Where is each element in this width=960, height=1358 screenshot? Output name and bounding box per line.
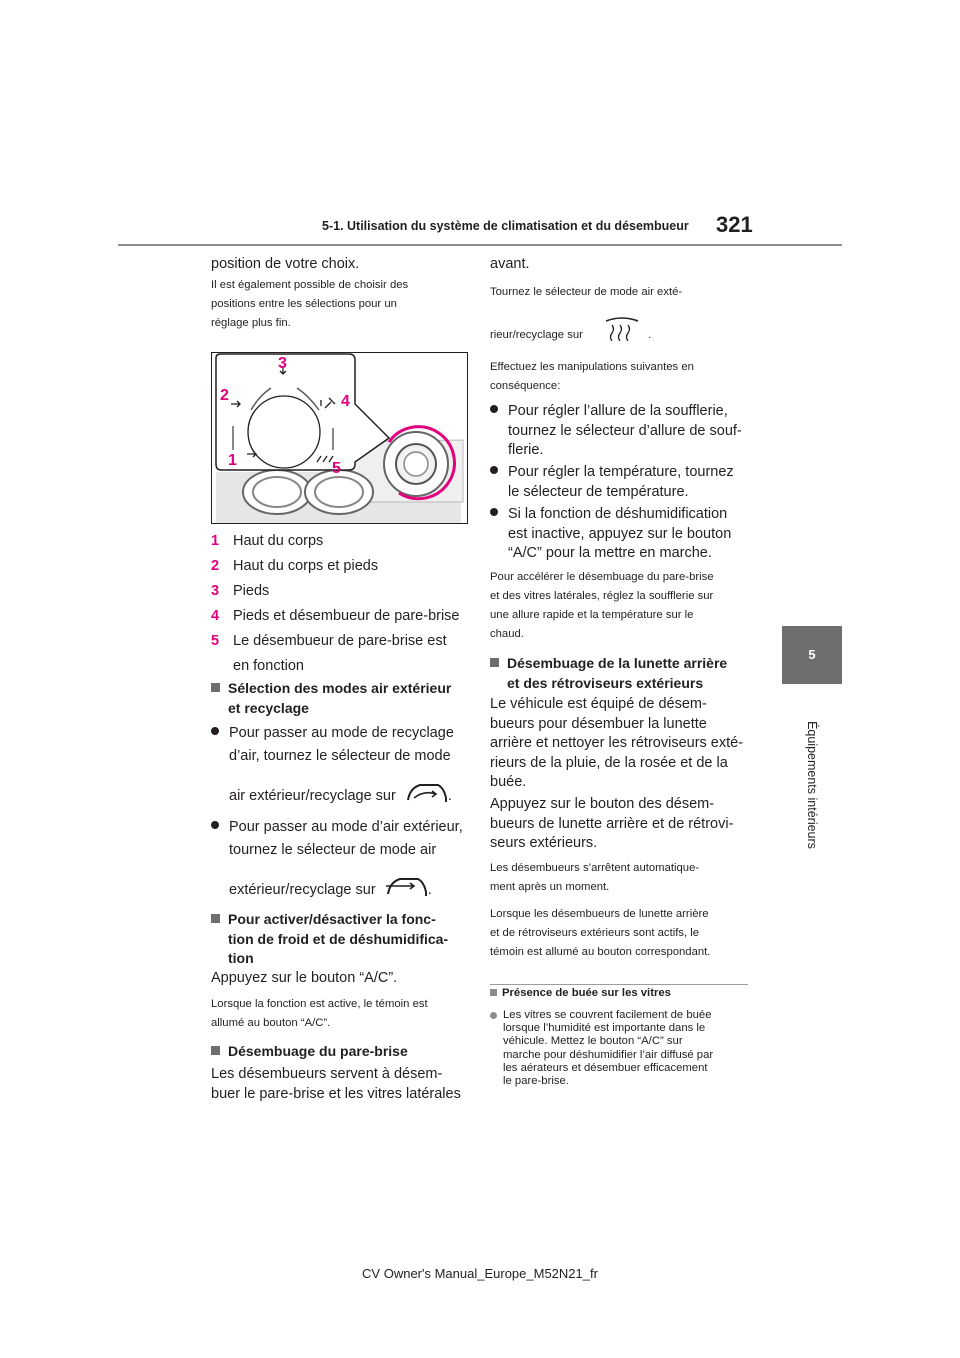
right-paragraph-7: Les désembueurs s’arrêtent automatique- ment après un moment.: [490, 862, 700, 893]
line: Il est également possible de choisir des: [211, 279, 409, 291]
note-divider: [490, 984, 748, 985]
round-bullet: [490, 405, 498, 413]
line: positions entre les sélections pour un: [211, 298, 397, 310]
round-bullet: [211, 821, 219, 829]
figure-number-1: 1: [228, 452, 237, 469]
round-bullet: [490, 508, 498, 516]
right-paragraph-5: Le véhicule est équipé de désem- bueurs pour désembuer la lunette arrière et nettoyer les rétroviseurs exté- rieurs de la pluie, de la rosée et de la buée.: [490, 696, 744, 790]
list-item: 4 Pieds et désembueur de pare-brise: [211, 608, 460, 624]
header-rule: [118, 244, 842, 246]
square-bullet: [490, 989, 497, 996]
right-paragraph-6: Appuyez sur le bouton des désem- bueurs de lunette arrière et de rétrovi- seurs extérieurs.: [490, 796, 734, 851]
mode-list: [211, 529, 469, 679]
heading-windshield: Désembuage du pare-brise: [211, 1042, 469, 1062]
figure-number-2: 2: [220, 387, 229, 404]
round-bullet: [211, 727, 219, 735]
right-paragraph-1: avant.: [490, 256, 530, 272]
chapter-label: [800, 690, 820, 890]
list-item-continuation: en fonction: [233, 658, 304, 674]
right-paragraph-8: Lorsque les désembueurs de lunette arrière et de rétroviseurs extérieurs sont actifs, le témoin est allumé au bouton correspondant.: [490, 908, 711, 958]
windshield-defrost-icon: [602, 315, 642, 341]
heading-rear-defogger: Désembuage de la lunette arrière et des rétroviseurs extérieurs: [490, 654, 750, 693]
left-paragraph-1: position de votre choix.: [211, 256, 360, 272]
heading-ac: Pour activer/désactiver la fonc- tion de froid et de déshumidifica- tion: [211, 910, 469, 969]
note-heading: Présence de buée sur les vitres: [490, 987, 750, 999]
heading-air-mode: Sélection des modes air extérieur et recyclage: [211, 679, 469, 718]
square-bullet: [211, 1046, 220, 1055]
left-paragraph-ac-note: Lorsque la fonction est active, le témoin est allumé au bouton “A/C”.: [211, 998, 428, 1029]
bullet-dehumidify: Si la fonction de déshumidification est inactive, appuyez sur le bouton “A/C” pour la mettre en marche.: [490, 505, 750, 564]
line: réglage plus fin.: [211, 317, 291, 329]
list-item: 1 Haut du corps: [211, 533, 324, 549]
air-flow-dial-illustration: [211, 352, 468, 524]
list-item: 3 Pieds: [211, 583, 270, 599]
list-item: 2 Haut du corps et pieds: [211, 558, 379, 574]
square-bullet: [211, 683, 220, 692]
bullet-temperature: Pour régler la température, tournez le sélecteur de température.: [490, 463, 750, 502]
round-bullet: [490, 466, 498, 474]
bullet-fan: Pour régler l’allure de la soufflerie, tournez le sélecteur d’allure de souf- flerie.: [490, 402, 750, 461]
right-paragraph-4: Pour accélérer le désembuage du pare-brise et des vitres latérales, réglez la soufflerie sur une allure rapide et la température sur le chaud.: [490, 571, 714, 640]
list-item: 5 Le désembueur de pare-brise est: [211, 633, 447, 649]
chapter-label-text: Équipements intérieurs: [805, 721, 819, 849]
figure-number-4: 4: [341, 393, 350, 410]
section-title: 5-1. Utilisation du système de climatisation et du désembueur: [322, 219, 689, 233]
figure-number-3: 3: [278, 355, 287, 372]
recirculation-icon: [404, 780, 448, 806]
square-bullet: [490, 658, 499, 667]
left-paragraph-2: [211, 276, 469, 333]
square-bullet: [211, 914, 220, 923]
chapter-tab: 5: [782, 626, 842, 684]
right-paragraph-2: Tournez le sélecteur de mode air exté- rieur/recyclage sur .: [490, 286, 683, 341]
outside-air-icon: [384, 874, 428, 900]
right-paragraph-3: Effectuez les manipulations suivantes en conséquence:: [490, 361, 694, 392]
left-paragraph-windshield: Les désembueurs servent à désem- buer le pare-brise et les vitres latérales: [211, 1066, 461, 1102]
figure-number-5: 5: [332, 460, 341, 477]
page-number: 321: [716, 212, 753, 237]
footer: CV Owner's Manual_Europe_M52N21_fr: [362, 1266, 598, 1281]
round-bullet: [490, 1012, 497, 1019]
bullet-recycle: Pour passer au mode de recyclage d’air, tournez le sélecteur de mode air extérieur/recyclage sur .: [211, 724, 469, 807]
note-body: Les vitres se couvrent facilement de buée lorsque l’humidité est importante dans le véhicule. Mettez le bouton “A/C” sur marche pour déshumidifier l’air diffusé par les aérateurs et désembuer efficacement le pare-brise.: [490, 1009, 752, 1088]
left-paragraph-ac: Appuyez sur le bouton “A/C”.: [211, 970, 398, 986]
bullet-outside-air: Pour passer au mode d’air extérieur, tournez le sélecteur de mode air extérieur/recyclage sur .: [211, 818, 469, 901]
